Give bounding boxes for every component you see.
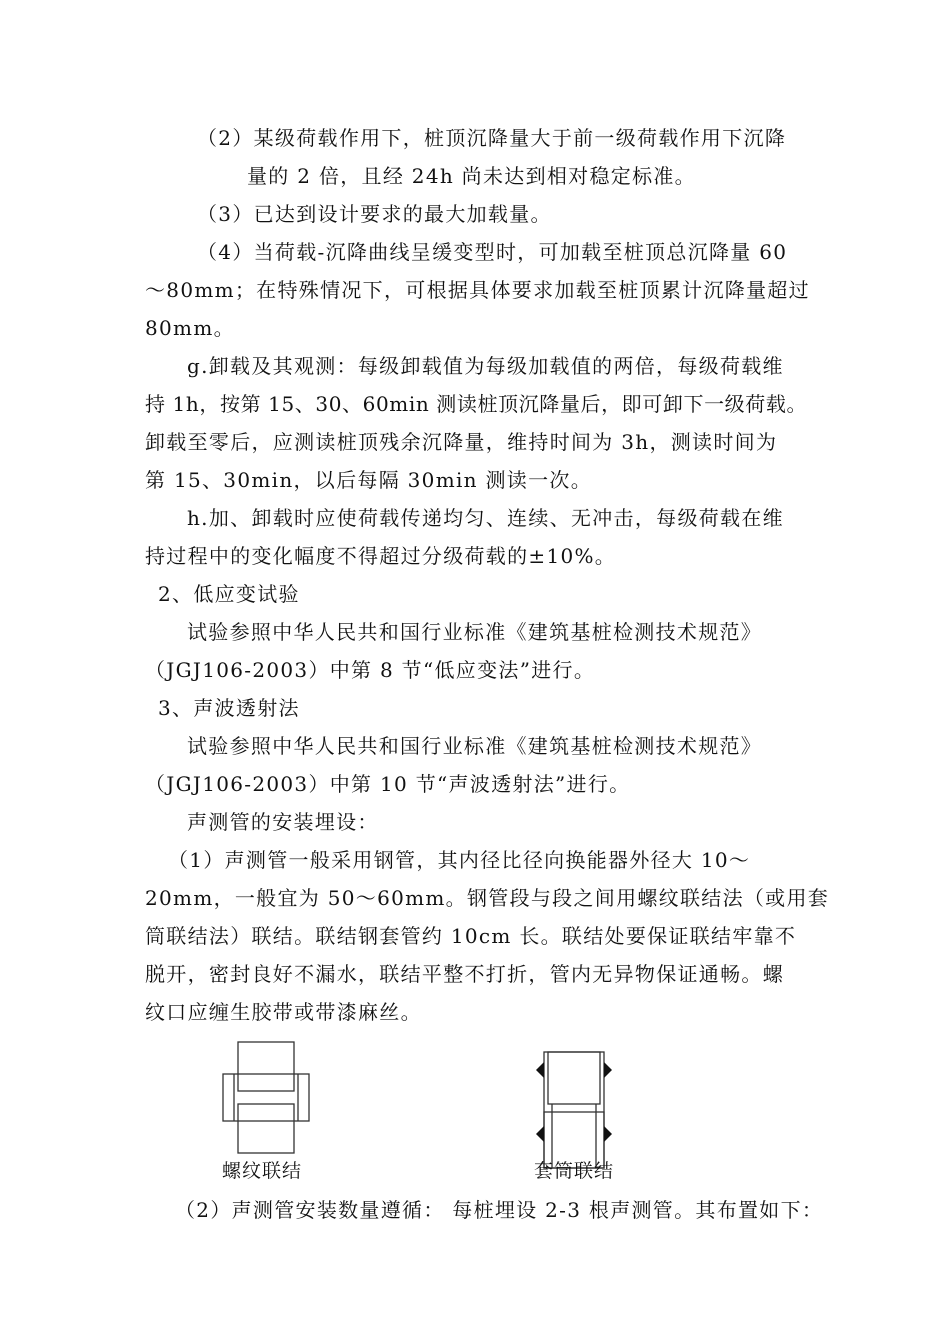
text-line: 持 1h，按第 15、30、60min 测读桩顶沉降量后，即可卸下一级荷载。	[145, 392, 808, 416]
text-line: （1）声测管一般采用钢管，其内径比径向换能器外径大 10～	[168, 848, 751, 872]
text-line: 卸载至零后，应测读桩顶残余沉降量，维持时间为 3h，测读时间为	[145, 430, 778, 454]
text-line: 声测管的安装埋设：	[187, 810, 379, 834]
thread-connection-diagram	[221, 1040, 311, 1155]
text-line: （JGJ106-2003）中第 10 节“声波透射法”进行。	[145, 772, 631, 796]
sleeve-connection-diagram	[534, 1050, 614, 1170]
sleeve-connection-caption: 套筒联结	[534, 1160, 615, 1182]
text-line: （4）当荷载-沉降曲线呈缓变型时，可加载至桩顶总沉降量 60	[197, 240, 788, 264]
text-line: （JGJ106-2003）中第 8 节“低应变法”进行。	[145, 658, 596, 682]
text-line: 量的 2 倍，且经 24h 尚未达到相对稳定标准。	[247, 164, 696, 188]
section-heading: 3、声波透射法	[158, 696, 300, 720]
section-heading: 2、低应变试验	[158, 582, 300, 606]
text-line: 80mm。	[145, 316, 235, 340]
text-line: g.卸载及其观测：每级卸载值为每级加载值的两倍，每级荷载维	[187, 354, 784, 378]
text-line: 试验参照中华人民共和国行业标准《建筑基桩检测技术规范》	[187, 734, 763, 758]
text-line: h.加、卸载时应使荷载传递均匀、连续、无冲击，每级荷载在维	[187, 506, 784, 530]
text-line: ～80mm；在特殊情况下，可根据具体要求加载至桩顶累计沉降量超过	[145, 278, 810, 302]
text-line: 试验参照中华人民共和国行业标准《建筑基桩检测技术规范》	[187, 620, 763, 644]
thread-connection-caption: 螺纹联结	[222, 1160, 303, 1182]
text-line: 持过程中的变化幅度不得超过分级荷载的±10%。	[145, 544, 617, 568]
text-line: 纹口应缠生胶带或带漆麻丝。	[145, 1000, 422, 1024]
text-line: 脱开，密封良好不漏水，联结平整不打折，管内无异物保证通畅。螺	[145, 962, 784, 986]
text-line: （2）声测管安装数量遵循： 每桩埋设 2-3 根声测管。其布置如下：	[175, 1198, 824, 1222]
text-line: 20mm，一般宜为 50～60mm。钢管段与段之间用螺纹联结法（或用套	[145, 886, 830, 910]
text-line: 筒联结法）联结。联结钢套管约 10cm 长。联结处要保证联结牢靠不	[145, 924, 797, 948]
text-line: 第 15、30min，以后每隔 30min 测读一次。	[145, 468, 593, 492]
text-line: （2）某级荷载作用下，桩顶沉降量大于前一级荷载作用下沉降	[197, 126, 787, 150]
text-line: （3）已达到设计要求的最大加载量。	[197, 202, 552, 226]
